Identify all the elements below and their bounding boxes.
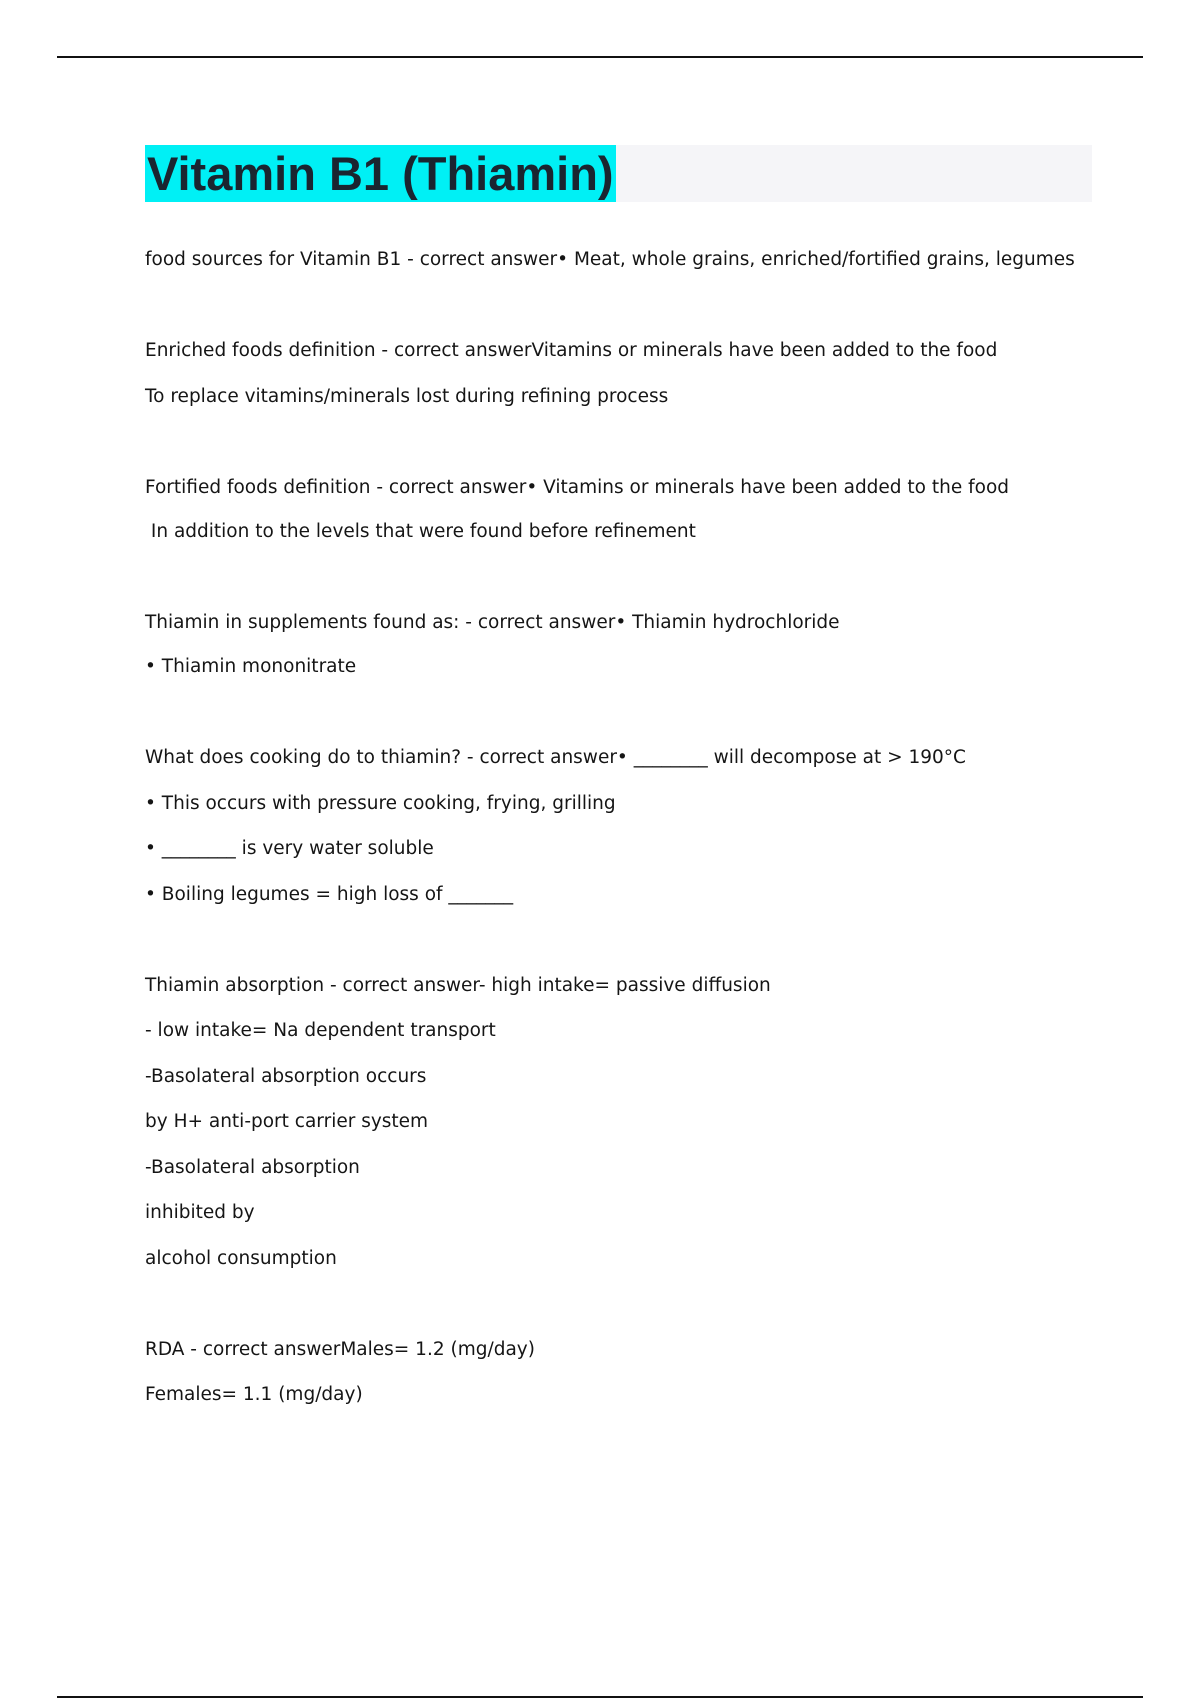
text-line-pressure-cooking: • This occurs with pressure cooking, frying, grilling [145,793,616,814]
text-line-fortified-definition: Fortified foods definition - correct answer• Vitamins or minerals have been added to the food [145,477,1010,498]
text-line-enriched-purpose: To replace vitamins/minerals lost during refining process [145,386,669,407]
text-line-basolateral: -Basolateral absorption [145,1157,360,1178]
text-line-mononitrate: • Thiamin mononitrate [145,656,357,677]
text-line-supplements: Thiamin in supplements found as: - correct answer• Thiamin hydrochloride [145,612,840,633]
text-line-food-sources: food sources for Vitamin B1 - correct answer• Meat, whole grains, enriched/fortified grains, legumes [145,249,1075,270]
text-line-alcohol: alcohol consumption [145,1248,337,1269]
text-line-rda-males: RDA - correct answerMales= 1.2 (mg/day) [145,1339,535,1360]
text-line-antiport: by H+ anti-port carrier system [145,1111,429,1132]
text-line-basolateral-occurs: -Basolateral absorption occurs [145,1066,427,1087]
text-line-rda-females: Females= 1.1 (mg/day) [145,1384,363,1405]
text-line-cooking: What does cooking do to thiamin? - correct answer• ________ will decompose at > 190°C [145,747,966,768]
bottom-rule [57,1696,1143,1698]
text-line-absorption: Thiamin absorption - correct answer- high intake= passive diffusion [145,975,771,996]
text-line-enriched-definition: Enriched foods definition - correct answerVitamins or minerals have been added to the food [145,340,998,361]
text-line-fortified-addition: In addition to the levels that were found before refinement [145,521,696,542]
text-line-low-intake: - low intake= Na dependent transport [145,1020,496,1041]
top-rule [57,56,1143,58]
text-line-inhibited-by: inhibited by [145,1202,255,1223]
text-line-water-soluble: • ________ is very water soluble [145,838,434,859]
text-line-boiling-legumes: • Boiling legumes = high loss of _______ [145,884,514,905]
page-title: Vitamin B1 (Thiamin) [147,147,614,200]
